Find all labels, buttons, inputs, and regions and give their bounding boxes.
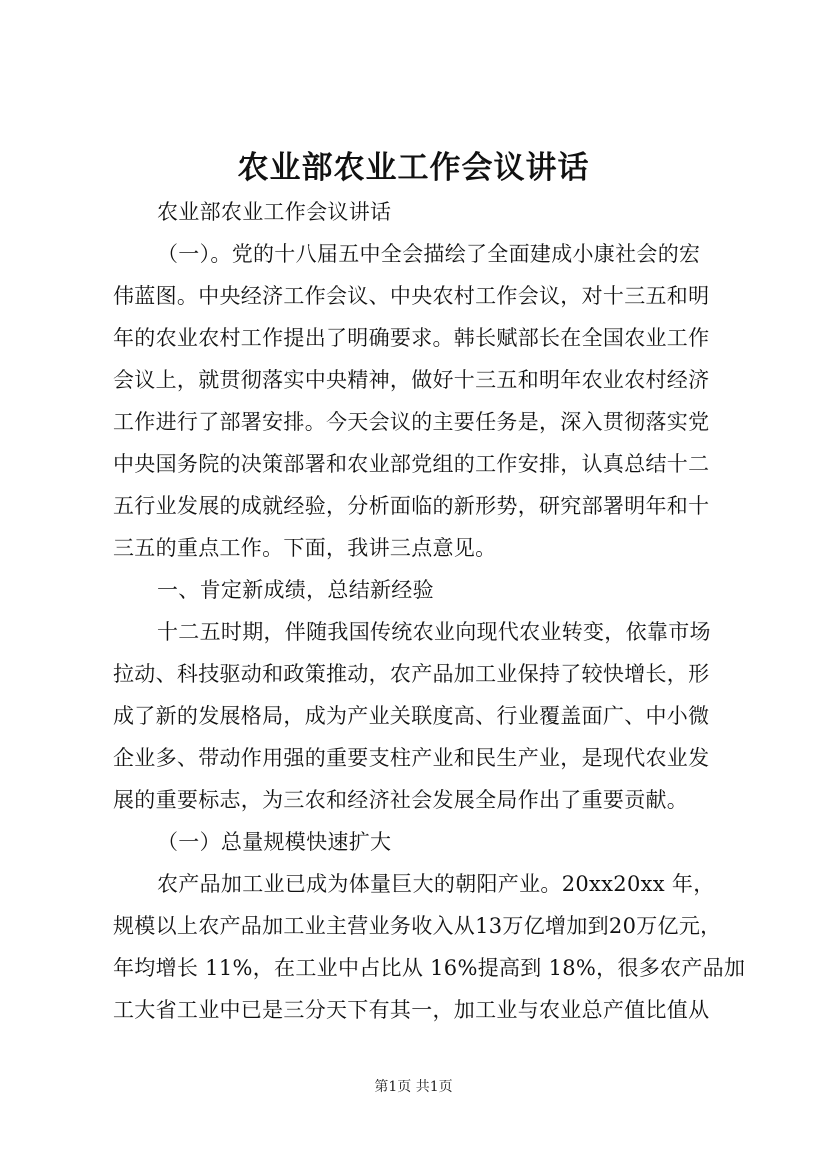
section-heading: 一、肯定新成绩，总结新经验 (157, 578, 434, 602)
paragraph-line: 工作进行了部署安排。今天会议的主要任务是，深入贯彻落实党 (113, 410, 710, 434)
paragraph-line: 三五的重点工作。下面，我讲三点意见。 (113, 536, 497, 560)
subsection-heading: （一）总量规模快速扩大 (157, 830, 392, 854)
paragraph-line: 拉动、科技驱动和政策推动，农产品加工业保持了较快增长，形 (113, 662, 710, 686)
paragraph-line: 农产品加工业已成为体量巨大的朝阳产业。20xx20xx 年， (157, 872, 715, 896)
paragraph-line: 工大省工业中已是三分天下有其一，加工业与农业总产值比值从 (113, 998, 710, 1022)
paragraph-line: 企业多、带动作用强的重要支柱产业和民生产业，是现代农业发 (113, 746, 710, 770)
paragraph-line: 展的重要标志，为三农和经济社会发展全局作出了重要贡献。 (113, 788, 689, 812)
document-title: 农业部农业工作会议讲话 (237, 150, 590, 186)
paragraph-line: 会议上，就贯彻落实中央精神，做好十三五和明年农业农村经济 (113, 368, 710, 392)
page-footer: 第1页 共1页 (374, 1079, 453, 1095)
paragraph-line: （一）。党的十八届五中全会描绘了全面建成小康社会的宏 (157, 242, 701, 266)
paragraph-line: 十二五时期，伴随我国传统农业向现代农业转变，依靠市场 (157, 620, 711, 644)
paragraph-line: 年的农业农村工作提出了明确要求。韩长赋部长在全国农业工作 (113, 326, 710, 350)
paragraph-line: 年均增长 11%，在工业中占比从 16%提高到 18%，很多农产品加 (113, 956, 746, 980)
paragraph-line: 伟蓝图。中央经济工作会议、中央农村工作会议，对十三五和明 (113, 284, 710, 308)
paragraph-line: 成了新的发展格局，成为产业关联度高、行业覆盖面广、中小微 (113, 704, 710, 728)
paragraph-line: 规模以上农产品加工业主营业务收入从13万亿增加到20万亿元， (113, 914, 722, 938)
subtitle-line: 农业部农业工作会议讲话 (157, 200, 392, 224)
paragraph-line: 中央国务院的决策部署和农业部党组的工作安排，认真总结十二 (113, 452, 710, 476)
paragraph-line: 五行业发展的成就经验，分析面临的新形势，研究部署明年和十 (113, 494, 710, 518)
